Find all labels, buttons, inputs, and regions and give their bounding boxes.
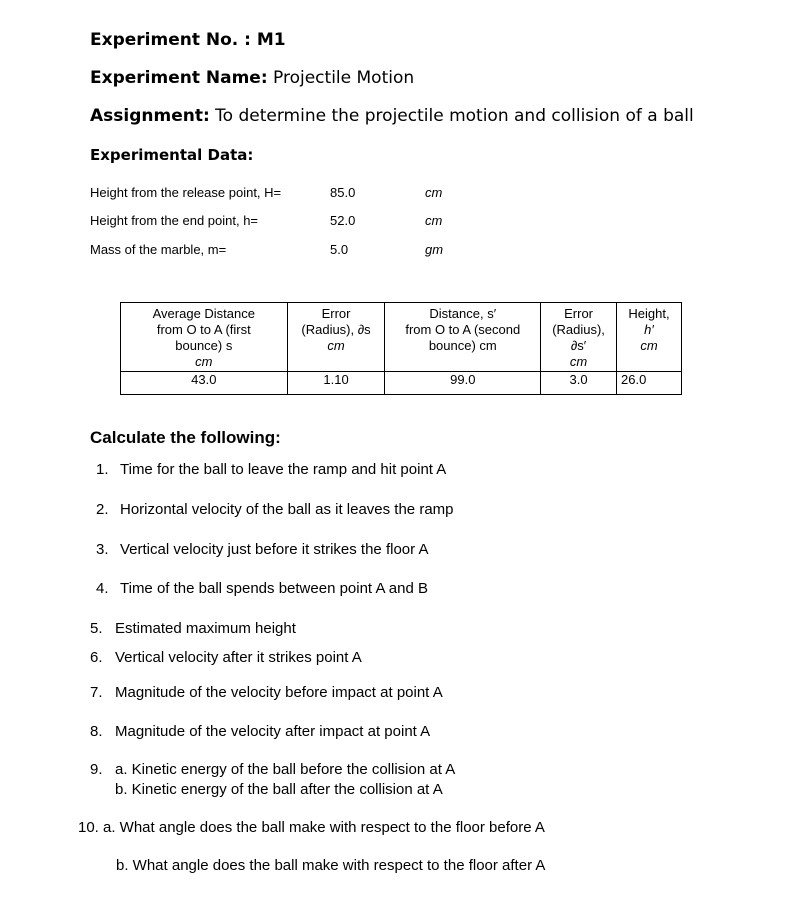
table-header-row: [121, 303, 682, 372]
header-average-distance: Average Distance from O to A (first bounce) s cm: [121, 303, 288, 372]
list-item: b. What angle does the ball make with respect to the floor after A: [116, 857, 546, 874]
list-item: 5. Estimated maximum height: [90, 620, 296, 637]
list-item: 10. a. What angle does the ball make with respect to the floor before A: [78, 819, 545, 836]
list-item: 7. Magnitude of the velocity before impact at point A: [90, 684, 443, 701]
header-error-radius: Error (Radius), ∂s cm: [287, 303, 385, 372]
experimental-data-table: [120, 302, 682, 395]
list-item: 2. Horizontal velocity of the ball as it leaves the ramp: [96, 501, 454, 518]
list-item: 8. Magnitude of the velocity after impact at point A: [90, 723, 431, 740]
header-error-radius-second: Error (Radius), ∂s′ cm: [541, 303, 617, 372]
list-item: b. Kinetic energy of the ball after the collision at A: [115, 781, 443, 798]
param-unit: cm: [425, 213, 443, 228]
assignment: Assignment: To determine the projectile motion and collision of a ball: [90, 106, 694, 126]
list-item: 1. Time for the ball to leave the ramp and hit point A: [96, 461, 447, 478]
list-item: 4. Time of the ball spends between point A and B: [96, 580, 428, 597]
experiment-name: Experiment Name: Projectile Motion: [90, 68, 415, 88]
table-cell: 99.0: [385, 372, 541, 395]
param-value: 52.0: [330, 213, 356, 228]
header-height: Height, h′ cm: [617, 303, 682, 372]
table-row: [121, 372, 682, 395]
table-cell: 1.10: [287, 372, 385, 395]
list-item: 9. a. Kinetic energy of the ball before the collision at A: [90, 761, 456, 778]
list-item: 3. Vertical velocity just before it strikes the floor A: [96, 541, 429, 558]
param-label: Height from the release point, H=: [90, 185, 282, 200]
table-cell: 3.0: [541, 372, 617, 395]
experiment-number: Experiment No. : M1: [90, 30, 286, 50]
list-item: 6. Vertical velocity after it strikes point A: [90, 649, 362, 666]
param-unit: gm: [425, 242, 444, 257]
calculate-heading: Calculate the following:: [90, 428, 281, 447]
experimental-data-heading: Experimental Data:: [90, 146, 254, 164]
table-cell: 43.0: [121, 372, 288, 395]
param-unit: cm: [425, 185, 443, 200]
param-value: 5.0: [330, 242, 349, 257]
param-value: 85.0: [330, 185, 356, 200]
header-distance-second: Distance, s′ from O to A (second bounce) cm: [385, 303, 541, 372]
param-label: Mass of the marble, m=: [90, 242, 227, 257]
param-label: Height from the end point, h=: [90, 213, 259, 228]
table-cell: 26.0: [617, 372, 682, 395]
